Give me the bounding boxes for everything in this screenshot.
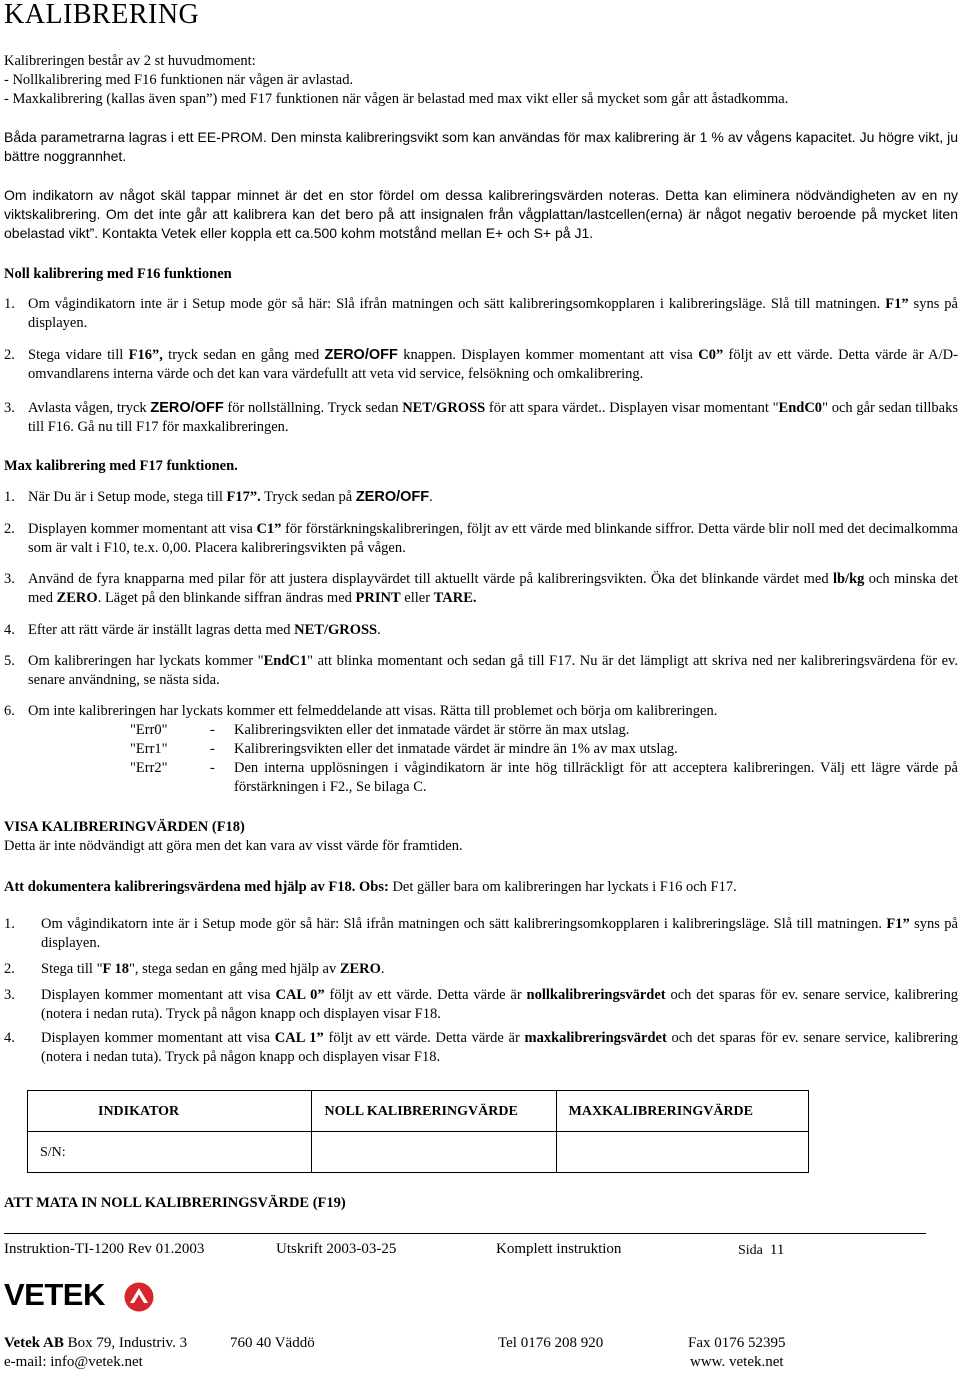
footer-website[interactable]: www. vetek.net (690, 1354, 784, 1370)
header-noll: NOLL KALIBRERINGVÄRDE (312, 1091, 556, 1132)
f19-heading: ATT MATA IN NOLL KALIBRERINGSVÄRDE (F19) (4, 1195, 346, 1211)
text-run: Avlasta vågen, tryck (28, 400, 151, 416)
text-run: . (429, 489, 433, 505)
footer-postal: 760 40 Väddö (230, 1335, 315, 1351)
text-run: F17”. (226, 489, 261, 505)
text-run: ZERO (339, 961, 381, 977)
memory-paragraph: Om indikatorn av något skäl tappar minnet är det en stor fördel om dessa kalibreringsvärden noteras. Detta kan eliminera nödvändigheten av en ny viktskalibrering. Om det inte går att kalibrera kan det bero på att insignalen från vågplattan/lastcellen(erna) är något negativ beroende på mycket liten obelastad vikt”. Kontakta Vetek eller koppla ett ca.500 kohm motstånd mellan E+ och S+ på J1. (4, 187, 958, 241)
text-run: Stega till " (41, 961, 103, 977)
text-run: och det sparas för ev. senare service, kalibrering (notera i nedan tuta). Tryck på någon knapp och displayen visar F18. (41, 1030, 958, 1065)
error-dash: - (210, 760, 215, 776)
footer-fax: Fax 0176 52395 (688, 1335, 786, 1351)
text-run: följt av ett värde. Detta värde är A/D-omvandlarens interna värde och det kan vara värdefullt att veta vid service, felsökning och omkalibrering. (28, 347, 958, 382)
item-number: 1. (4, 489, 15, 505)
text-run: NET/GROSS (294, 622, 378, 638)
visa-line: Detta är inte nödvändigt att göra men det kan vara av visst värde för framtiden. (4, 838, 463, 854)
text-run: F1” (886, 916, 910, 932)
text-run: F16”, (128, 347, 163, 363)
item-number: 4. (4, 622, 15, 638)
item-text (28, 488, 958, 507)
item-number: 2. (4, 521, 15, 537)
text-run: för att spara värdet.. Displayen visar momentant " (485, 400, 779, 416)
item-text (28, 621, 958, 640)
list-item (4, 346, 958, 384)
item-text (41, 1029, 958, 1067)
text-run: Att dokumentera kalibreringsvärdena med hjälp av F18. Obs: (4, 879, 389, 895)
sn-cell: S/N: (28, 1132, 312, 1173)
text-run: Om vågindikatorn inte är i Setup mode gör så här: Slå ifrån matningen och sätt kalibreringsomkopplaren i kalibreringsläge. Slå till matningen. (41, 916, 887, 932)
text-run: och minska det med (28, 571, 958, 606)
noll-value-cell[interactable] (312, 1132, 556, 1173)
error-code: "Err2" (130, 760, 168, 776)
item-number: 6. (4, 703, 15, 719)
footer-print-date: Utskrift 2003-03-25 (276, 1241, 397, 1257)
header-indikator: INDIKATOR (28, 1091, 312, 1132)
text-run: C0” (698, 347, 724, 363)
footer-email[interactable]: e-mail: info@vetek.net (4, 1354, 143, 1370)
item-number: 3. (4, 571, 15, 587)
text-run: följt av ett värde. Detta värde är (324, 987, 527, 1003)
item-text: Om inte kalibreringen har lyckats kommer ett felmeddelande att visas. Rätta till problemet och börja om kalibreringen. (28, 703, 718, 719)
text-run: Stega vidare till (28, 347, 129, 363)
page-title: KALIBRERING (4, 0, 200, 30)
max-calibration-heading: Max kalibrering med F17 funktionen. (4, 458, 238, 474)
text-run: lb/kg (832, 571, 865, 587)
list-item (4, 295, 958, 333)
error-code: "Err0" (130, 722, 168, 738)
company-address: Box 79, Industriv. 3 (67, 1335, 188, 1351)
error-row (4, 721, 958, 740)
text-run: TARE. (433, 590, 477, 606)
list-item (4, 1029, 958, 1067)
text-run: för nollställning. Tryck sedan (223, 400, 403, 416)
item-number: 4. (4, 1030, 15, 1046)
error-message: Kalibreringsvikten eller det inmatade värdet är större än max utslag. (234, 722, 630, 738)
text-run: Använd de fyra knapparna med pilar för att justera displayvärdet till aktuellt värde på kalibreringsvikten. Öka det blinkande värdet med (28, 571, 833, 587)
item-text (28, 346, 958, 384)
text-run: knappen. Displayen kommer momentant att visa (397, 347, 699, 363)
text-run: ZERO (56, 590, 98, 606)
text-run: . Läget på den blinkande siffran ändras med (97, 590, 356, 606)
list-item (4, 570, 958, 608)
text-run: F1” (885, 296, 909, 312)
item-number: 3. (4, 400, 15, 416)
item-text (41, 986, 958, 1024)
footer-page (738, 1241, 784, 1260)
key-name: ZERO/OFF (150, 400, 224, 416)
text-run: för förstärkningskalibreringen, följt av ett värde med blinkande siffror. Detta värde blir noll med det decimalkomma som är valt i F10, te.x. 0,00. Placera kalibreringsvikten på vågen. (28, 521, 958, 556)
table-row (28, 1132, 809, 1173)
calibration-table (27, 1090, 809, 1173)
intro-line: Kalibreringen består av 2 st huvudmoment: (4, 53, 256, 69)
item-text (41, 960, 958, 979)
error-code: "Err1" (130, 741, 168, 757)
page-label: Sida (738, 1243, 763, 1258)
table-header-row (28, 1091, 809, 1132)
text-run: och det sparas för ev. senare service, kalibrering (notera i nedan ruta). Tryck på någon knapp och displayen visar F18. (41, 987, 958, 1022)
item-text (28, 295, 958, 333)
text-run: syns på displayen. (41, 916, 958, 951)
text-run: " och går sedan tillbaks till F16. Gå nu till F17 för maxkalibreringen. (28, 400, 958, 435)
footer-divider (4, 1233, 926, 1234)
list-item (4, 520, 958, 558)
max-value-cell[interactable] (556, 1132, 808, 1173)
item-number: 1. (4, 916, 15, 932)
intro-bullet: - Maxkalibrering (kallas även span”) med F17 funktionen när vågen är belastad med max vikt eller så mycket som går att åstadkomma. (4, 91, 789, 107)
text-run: eller (400, 590, 434, 606)
footer-company-address (4, 1334, 187, 1353)
text-run: PRINT (355, 590, 401, 606)
page-number: 11 (769, 1242, 785, 1258)
list-item (4, 960, 958, 979)
documentation-heading (4, 878, 958, 897)
list-item (4, 399, 958, 437)
text-run: EndC0 (778, 400, 823, 416)
text-run: " att blinka momentant och sedan gå till F17. Nu är det lämpligt att skriva ned ner kalibreringsvärdena för ev. senare användning, se nästa sida. (28, 653, 958, 688)
error-row (4, 740, 958, 759)
error-dash: - (210, 741, 215, 757)
list-item (4, 986, 958, 1024)
text-run: När Du är i Setup mode, stega till (28, 489, 227, 505)
text-run: Tryck sedan på (260, 489, 356, 505)
error-message: Den interna upplösningen i vågindikatorn är inte hög tillräckligt för att acceptera kalibreringen. Välj ett lägre värde på förstärkningen i F2., Se bilaga C. (234, 760, 958, 795)
error-list (4, 721, 958, 797)
item-number: 3. (4, 987, 15, 1003)
text-run: tryck sedan en gång med (162, 347, 325, 363)
text-run: Om vågindikatorn inte är i Setup mode gör så här: Slå ifrån matningen och sätt kalibreringsomkopplaren i kalibreringsläge. Slå till matningen. (28, 296, 886, 312)
item-number: 5. (4, 653, 15, 669)
text-run: . (380, 961, 385, 977)
footer-doc-type: Komplett instruktion (496, 1241, 622, 1257)
list-item (4, 915, 958, 953)
logo-mark-icon (124, 1282, 154, 1312)
item-text (28, 520, 958, 558)
text-run: ", stega sedan en gång med hjälp av (128, 961, 340, 977)
key-name: ZERO/OFF (324, 347, 398, 363)
list-item (4, 652, 958, 690)
eeprom-paragraph: Båda parametrarna lagras i ett EE-PROM. Den minsta kalibreringsvikt som kan användas för max kalibrering är 1 % av vågens kapacitet. Ju högre vikt, ju bättre noggrannhet. (4, 129, 958, 164)
error-row (4, 759, 958, 797)
text-run: följt av ett värde. Detta värde är (323, 1030, 525, 1046)
text-run: Displayen kommer momentant att visa (28, 521, 257, 537)
intro-bullet: - Nollkalibrering med F16 funktionen när vågen är avlastad. (4, 72, 354, 88)
item-text (28, 570, 958, 608)
text-run: NET/GROSS (402, 400, 486, 416)
text-run: C1” (256, 521, 282, 537)
text-run: Efter att rätt värde är inställt lagras detta med (28, 622, 295, 638)
footer-phone: Tel 0176 208 920 (498, 1335, 604, 1351)
text-run: Displayen kommer momentant att visa (41, 1030, 275, 1046)
text-run: Om kalibreringen har lyckats kommer " (28, 653, 264, 669)
vetek-logo (4, 1277, 164, 1312)
list-item (4, 702, 958, 721)
footer-doc-id: Instruktion-TI-1200 Rev 01.2003 (4, 1241, 205, 1257)
text-run: . (377, 622, 381, 638)
zero-calibration-heading: Noll kalibrering med F16 funktionen (4, 266, 232, 282)
key-name: ZERO/OFF (355, 489, 430, 505)
item-text (28, 399, 958, 437)
intro-section (4, 52, 958, 109)
item-number: 2. (4, 961, 15, 977)
visa-heading: VISA KALIBRERINGVÄRDEN (F18) (4, 819, 245, 835)
list-item (4, 488, 958, 507)
item-number: 1. (4, 296, 15, 312)
header-max: MAXKALIBRERINGVÄRDE (556, 1091, 808, 1132)
text-run: nollkalibreringsvärdet (526, 987, 666, 1003)
text-run: EndC1 (263, 653, 308, 669)
error-message: Kalibreringsvikten eller det inmatade värdet är mindre än 1% av max utslag. (234, 741, 678, 757)
text-run: Det gäller bara om kalibreringen har lyckats i F16 och F17. (388, 879, 737, 895)
logo-text: VETEK (4, 1277, 105, 1312)
text-run: syns på displayen. (28, 296, 958, 331)
text-run: maxkalibreringsvärdet (524, 1030, 667, 1046)
text-run: Displayen kommer momentant att visa (41, 987, 276, 1003)
text-run: CAL 0” (275, 987, 325, 1003)
error-dash: - (210, 722, 215, 738)
list-item (4, 621, 958, 640)
text-run: F 18 (102, 961, 129, 977)
item-text (28, 652, 958, 690)
item-text (41, 915, 958, 953)
text-run: CAL 1” (274, 1030, 324, 1046)
item-number: 2. (4, 347, 15, 363)
company-name: Vetek AB (4, 1335, 64, 1351)
